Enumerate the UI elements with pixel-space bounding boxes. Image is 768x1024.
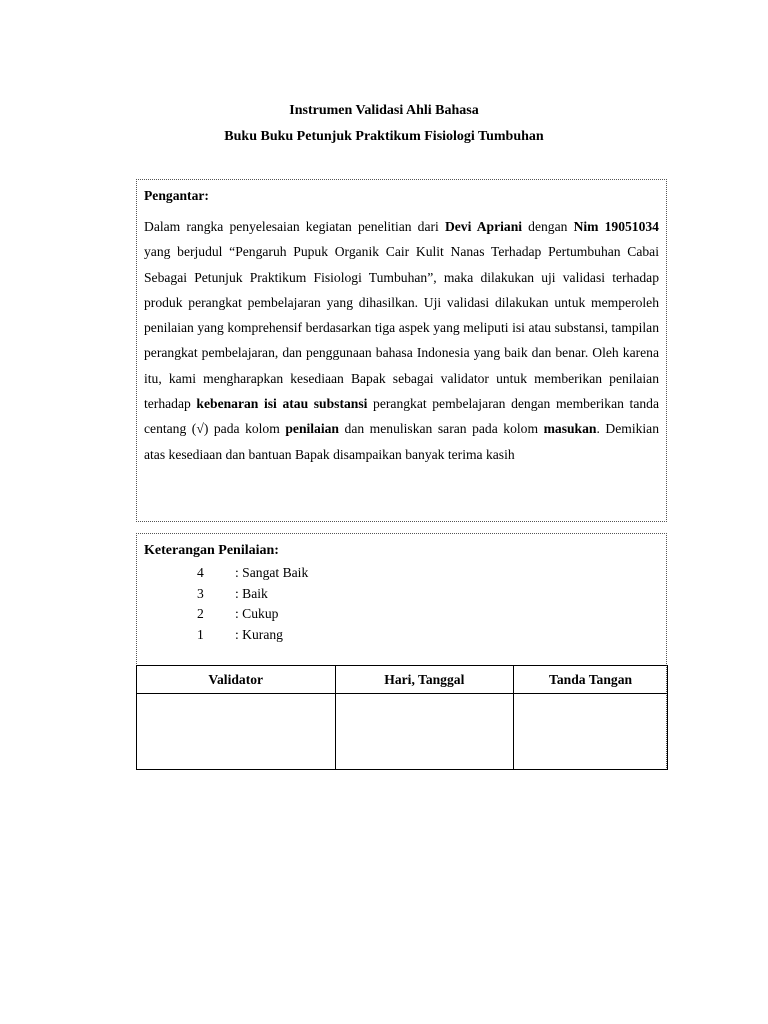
rating-legend-box (136, 533, 667, 770)
document-subtitle: Buku Buku Petunjuk Praktikum Fisiologi Tumbuhan (224, 129, 544, 144)
table-row (137, 694, 668, 770)
intro-heading: Pengantar: (144, 188, 209, 203)
student-number: Nim 19051034 (573, 219, 659, 234)
emphasis-text: kebenaran isi atau substansi (196, 396, 368, 412)
validator-cell[interactable] (137, 694, 336, 770)
signature-cell[interactable] (514, 694, 668, 770)
intro-text: yang berjudul “Pengaruh Pupuk Organik Cair Kulit Nanas Terhadap Pertumbuhan Cabai Sebagai Petunjuk Praktikum Fisiologi Tumbuhan”, maka dilakukan uji validasi terhadap produk perangkat pembelajaran yang dihasilkan. Uji validasi dilakukan untuk memperoleh penilaian yang komprehensif berdasarkan tiga aspek yang meliputi isi atau substansi, tampilan perangkat pembelajaran, dan penggunaan bahasa Indonesia yang baik dan benar. Oleh karena itu, kami mengharapkan kesediaan Bapak sebagai validator untuk memberikan penilaian terhadap (144, 244, 659, 412)
intro-text: . Demikian atas kesediaan dan bantuan Bapak disampaikan banyak terima kasih (144, 421, 660, 462)
emphasis-text: penilaian (285, 421, 339, 437)
intro-text: Dalam rangka penyelesaian kegiatan penelitian dari (144, 219, 445, 234)
checkmark-symbol: √ (196, 421, 204, 437)
date-column-header: Hari, Tanggal (335, 666, 514, 694)
signature-column-header: Tanda Tangan (514, 666, 668, 694)
rating-label: : Kurang (235, 627, 283, 642)
researcher-name: Devi Apriani (444, 219, 523, 234)
rating-legend-heading: Keterangan Penilaian: (144, 543, 279, 558)
emphasis-text: masukan (543, 421, 597, 437)
intro-paragraph (144, 214, 659, 467)
date-cell[interactable] (335, 694, 514, 770)
intro-text: perangkat pembelajaran dengan memberikan tanda centang ( (144, 396, 659, 437)
rating-label: : Baik (235, 586, 268, 601)
rating-score: 3 (197, 586, 204, 601)
intro-text: dengan (522, 219, 574, 234)
intro-text: ) pada kolom (203, 421, 286, 437)
rating-score: 2 (197, 606, 204, 621)
rating-score: 1 (197, 627, 204, 642)
validator-column-header: Validator (137, 666, 336, 694)
document-title: Instrumen Validasi Ahli Bahasa (289, 103, 479, 118)
rating-score: 4 (197, 565, 204, 580)
rating-label: : Sangat Baik (235, 565, 309, 580)
validator-signature-table (136, 665, 668, 770)
rating-label: : Cukup (235, 606, 279, 621)
intro-text: dan menuliskan saran pada kolom (338, 421, 544, 437)
table-header-row (137, 666, 668, 694)
intro-box (136, 179, 667, 522)
